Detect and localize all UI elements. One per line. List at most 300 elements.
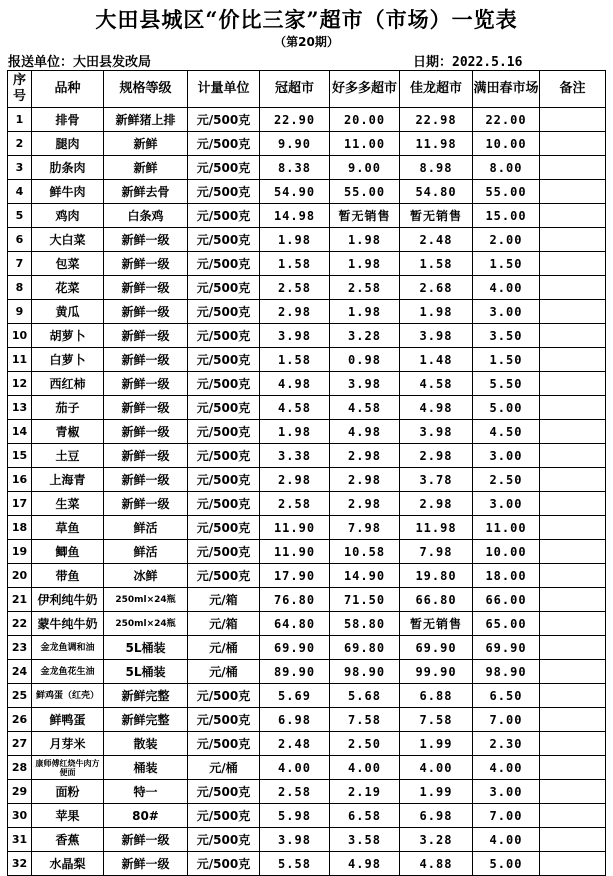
table-row [8,492,606,516]
header-store-3: 佳龙超市 [400,71,473,108]
price-store-4: 4.00 [473,828,540,852]
price-store-3: 4.88 [400,852,473,876]
price-store-2: 4.98 [330,420,400,444]
price-store-2: 1.98 [330,252,400,276]
row-index: 24 [8,660,32,684]
item-unit: 元/桶 [188,756,260,780]
price-store-4: 7.00 [473,804,540,828]
price-store-3: 66.80 [400,588,473,612]
price-store-4: 5.50 [473,372,540,396]
price-store-2: 20.00 [330,108,400,132]
item-name: 鲜鸡蛋（红壳） [32,684,104,708]
price-store-4: 69.90 [473,636,540,660]
item-name: 香蕉 [32,828,104,852]
price-store-2: 4.00 [330,756,400,780]
price-store-2: 1.98 [330,300,400,324]
price-store-4: 2.00 [473,228,540,252]
price-store-3: 1.58 [400,252,473,276]
price-store-4: 4.00 [473,756,540,780]
price-store-1: 4.00 [260,756,330,780]
price-store-4: 2.30 [473,732,540,756]
item-note [540,252,606,276]
price-store-4: 22.00 [473,108,540,132]
item-note [540,324,606,348]
item-note [540,540,606,564]
table-row [8,828,606,852]
table-row [8,300,606,324]
table-row [8,516,606,540]
price-store-3: 2.98 [400,444,473,468]
table-row [8,804,606,828]
price-store-1: 1.98 [260,228,330,252]
item-name: 黄瓜 [32,300,104,324]
item-unit: 元/500克 [188,372,260,396]
price-store-3: 3.78 [400,468,473,492]
price-store-3: 暂无销售 [400,204,473,228]
price-store-1: 2.58 [260,276,330,300]
item-name: 月芽米 [32,732,104,756]
price-store-3: 2.68 [400,276,473,300]
price-store-4: 66.00 [473,588,540,612]
table-row [8,228,606,252]
item-unit: 元/500克 [188,396,260,420]
price-store-1: 3.38 [260,444,330,468]
price-store-1: 5.58 [260,852,330,876]
price-store-3: 54.80 [400,180,473,204]
row-index: 16 [8,468,32,492]
table-row [8,468,606,492]
table-row [8,204,606,228]
price-store-2: 2.58 [330,276,400,300]
price-store-3: 11.98 [400,132,473,156]
item-note [540,756,606,780]
item-note [540,444,606,468]
item-name: 肋条肉 [32,156,104,180]
item-name: 青椒 [32,420,104,444]
table-row [8,132,606,156]
price-store-4: 55.00 [473,180,540,204]
price-store-3: 1.48 [400,348,473,372]
item-unit: 元/箱 [188,612,260,636]
price-store-2: 7.98 [330,516,400,540]
item-grade: 5L桶装 [104,660,188,684]
item-name: 土豆 [32,444,104,468]
price-store-3: 19.80 [400,564,473,588]
row-index: 2 [8,132,32,156]
item-note [540,420,606,444]
item-unit: 元/500克 [188,276,260,300]
price-store-3: 1.99 [400,732,473,756]
table-row [8,588,606,612]
table-row [8,180,606,204]
row-index: 8 [8,276,32,300]
price-store-4: 3.50 [473,324,540,348]
item-name: 面粉 [32,780,104,804]
table-row [8,660,606,684]
item-note [540,300,606,324]
price-store-2: 3.28 [330,324,400,348]
item-unit: 元/500克 [188,708,260,732]
price-table [7,70,606,876]
item-unit: 元/500克 [188,684,260,708]
row-index: 32 [8,852,32,876]
item-unit: 元/500克 [188,516,260,540]
item-unit: 元/500克 [188,780,260,804]
item-grade: 新鲜一级 [104,468,188,492]
row-index: 18 [8,516,32,540]
item-grade: 80# [104,804,188,828]
row-index: 19 [8,540,32,564]
item-unit: 元/500克 [188,804,260,828]
header-store-2: 好多多超市 [330,71,400,108]
price-store-1: 11.90 [260,540,330,564]
item-name: 金龙鱼花生油 [32,660,104,684]
price-store-4: 5.00 [473,396,540,420]
item-note [540,372,606,396]
price-store-2: 98.90 [330,660,400,684]
price-store-1: 69.90 [260,636,330,660]
item-unit: 元/500克 [188,348,260,372]
item-grade: 特一 [104,780,188,804]
price-store-2: 9.00 [330,156,400,180]
price-store-3: 3.98 [400,420,473,444]
row-index: 29 [8,780,32,804]
item-unit: 元/500克 [188,108,260,132]
item-grade: 250ml×24瓶 [104,612,188,636]
item-note [540,276,606,300]
table-row [8,276,606,300]
item-grade: 新鲜去骨 [104,180,188,204]
price-store-2: 1.98 [330,228,400,252]
item-name: 金龙鱼调和油 [32,636,104,660]
row-index: 1 [8,108,32,132]
price-store-1: 5.98 [260,804,330,828]
item-grade: 新鲜一级 [104,396,188,420]
price-store-2: 10.58 [330,540,400,564]
page-title: 大田县城区“价比三家”超市（市场）一览表 [95,7,518,32]
item-unit: 元/桶 [188,636,260,660]
price-store-2: 71.50 [330,588,400,612]
row-index: 25 [8,684,32,708]
price-store-3: 4.00 [400,756,473,780]
table-header-row [8,71,606,108]
header-note: 备注 [540,71,606,108]
row-index: 12 [8,372,32,396]
item-grade: 新鲜猪上排 [104,108,188,132]
row-index: 21 [8,588,32,612]
item-note [540,180,606,204]
item-grade: 鲜活 [104,516,188,540]
price-store-1: 14.98 [260,204,330,228]
item-note [540,204,606,228]
price-store-1: 76.80 [260,588,330,612]
item-name: 康师傅红烧牛肉方便面 [32,756,104,780]
price-store-3: 22.98 [400,108,473,132]
price-store-3: 8.98 [400,156,473,180]
row-index: 28 [8,756,32,780]
item-unit: 元/500克 [188,732,260,756]
table-row [8,540,606,564]
row-index: 7 [8,252,32,276]
price-store-3: 69.90 [400,636,473,660]
price-store-2: 2.50 [330,732,400,756]
row-index: 22 [8,612,32,636]
item-unit: 元/500克 [188,852,260,876]
item-unit: 元/箱 [188,588,260,612]
item-grade: 新鲜一级 [104,828,188,852]
price-store-1: 64.80 [260,612,330,636]
price-store-1: 2.98 [260,468,330,492]
table-row [8,732,606,756]
table-row [8,252,606,276]
item-note [540,108,606,132]
item-name: 茄子 [32,396,104,420]
table-row [8,372,606,396]
price-store-4: 7.00 [473,708,540,732]
item-unit: 元/500克 [188,132,260,156]
row-index: 10 [8,324,32,348]
price-store-3: 1.98 [400,300,473,324]
item-grade: 新鲜一级 [104,444,188,468]
price-store-4: 3.00 [473,444,540,468]
item-unit: 元/500克 [188,180,260,204]
item-grade: 新鲜一级 [104,228,188,252]
price-store-3: 3.98 [400,324,473,348]
item-grade: 新鲜一级 [104,300,188,324]
price-store-1: 22.90 [260,108,330,132]
item-name: 西红柿 [32,372,104,396]
price-store-4: 15.00 [473,204,540,228]
price-store-1: 4.98 [260,372,330,396]
price-store-4: 3.00 [473,780,540,804]
price-store-2: 2.98 [330,468,400,492]
price-store-3: 暂无销售 [400,612,473,636]
item-note [540,468,606,492]
item-grade: 新鲜一级 [104,372,188,396]
price-store-3: 4.98 [400,396,473,420]
item-grade: 新鲜一级 [104,276,188,300]
item-note [540,804,606,828]
header-store-4: 满田春市场 [473,71,540,108]
price-store-4: 10.00 [473,540,540,564]
item-name: 水晶梨 [32,852,104,876]
item-name: 上海青 [32,468,104,492]
price-store-2: 58.80 [330,612,400,636]
item-unit: 元/500克 [188,324,260,348]
price-store-1: 54.90 [260,180,330,204]
price-store-2: 暂无销售 [330,204,400,228]
row-index: 26 [8,708,32,732]
table-row [8,156,606,180]
price-store-1: 2.48 [260,732,330,756]
row-index: 5 [8,204,32,228]
item-note [540,780,606,804]
price-store-4: 4.50 [473,420,540,444]
table-row [8,756,606,780]
item-unit: 元/500克 [188,204,260,228]
price-store-4: 2.50 [473,468,540,492]
item-note [540,516,606,540]
item-note [540,132,606,156]
price-store-3: 6.88 [400,684,473,708]
item-note [540,708,606,732]
table-row [8,708,606,732]
header-store-1: 冠超市 [260,71,330,108]
item-name: 包菜 [32,252,104,276]
row-index: 17 [8,492,32,516]
item-grade: 5L桶装 [104,636,188,660]
table-row [8,348,606,372]
price-store-3: 11.98 [400,516,473,540]
item-name: 鲜牛肉 [32,180,104,204]
item-note [540,396,606,420]
table-row [8,564,606,588]
price-store-2: 2.98 [330,444,400,468]
item-grade: 散装 [104,732,188,756]
price-store-3: 4.58 [400,372,473,396]
item-grade: 冰鲜 [104,564,188,588]
table-row [8,684,606,708]
item-grade: 桶装 [104,756,188,780]
item-note [540,612,606,636]
item-note [540,684,606,708]
price-store-4: 65.00 [473,612,540,636]
item-unit: 元/500克 [188,444,260,468]
price-store-1: 1.58 [260,348,330,372]
item-unit: 元/桶 [188,660,260,684]
row-index: 14 [8,420,32,444]
table-row [8,324,606,348]
item-name: 苹果 [32,804,104,828]
item-grade: 新鲜一级 [104,252,188,276]
price-store-4: 1.50 [473,348,540,372]
price-store-4: 4.00 [473,276,540,300]
item-note [540,828,606,852]
price-store-2: 11.00 [330,132,400,156]
row-index: 23 [8,636,32,660]
item-unit: 元/500克 [188,300,260,324]
price-store-3: 2.98 [400,492,473,516]
table-row [8,852,606,876]
price-store-4: 3.00 [473,492,540,516]
row-index: 6 [8,228,32,252]
price-store-1: 1.58 [260,252,330,276]
price-store-1: 1.98 [260,420,330,444]
item-name: 伊利纯牛奶 [32,588,104,612]
item-note [540,564,606,588]
item-grade: 新鲜 [104,156,188,180]
item-name: 鸡肉 [32,204,104,228]
price-store-4: 18.00 [473,564,540,588]
price-store-4: 3.00 [473,300,540,324]
price-store-3: 3.28 [400,828,473,852]
item-unit: 元/500克 [188,156,260,180]
price-store-3: 1.99 [400,780,473,804]
row-index: 27 [8,732,32,756]
price-store-4: 98.90 [473,660,540,684]
price-store-1: 8.38 [260,156,330,180]
price-store-4: 1.50 [473,252,540,276]
item-name: 带鱼 [32,564,104,588]
item-grade: 新鲜一级 [104,324,188,348]
item-grade: 新鲜完整 [104,684,188,708]
price-store-2: 14.90 [330,564,400,588]
item-grade: 新鲜 [104,132,188,156]
item-note [540,588,606,612]
price-store-2: 7.58 [330,708,400,732]
price-store-2: 69.80 [330,636,400,660]
price-store-1: 5.69 [260,684,330,708]
price-store-1: 2.58 [260,780,330,804]
item-name: 花菜 [32,276,104,300]
header-unit: 计量单位 [188,71,260,108]
table-row [8,636,606,660]
row-index: 13 [8,396,32,420]
table-row [8,612,606,636]
table-row [8,108,606,132]
row-index: 4 [8,180,32,204]
price-store-2: 4.58 [330,396,400,420]
price-store-1: 6.98 [260,708,330,732]
item-grade: 新鲜一级 [104,420,188,444]
price-store-2: 0.98 [330,348,400,372]
price-store-2: 3.98 [330,372,400,396]
price-store-3: 6.98 [400,804,473,828]
price-store-2: 55.00 [330,180,400,204]
item-unit: 元/500克 [188,252,260,276]
price-store-1: 3.98 [260,324,330,348]
item-name: 草鱼 [32,516,104,540]
price-store-2: 2.98 [330,492,400,516]
item-unit: 元/500克 [188,468,260,492]
price-store-3: 7.98 [400,540,473,564]
table-row [8,444,606,468]
row-index: 11 [8,348,32,372]
price-store-3: 99.90 [400,660,473,684]
item-name: 大白菜 [32,228,104,252]
price-store-3: 7.58 [400,708,473,732]
header-item: 品种 [32,71,104,108]
item-note [540,660,606,684]
item-note [540,852,606,876]
item-grade: 新鲜一级 [104,852,188,876]
price-store-1: 3.98 [260,828,330,852]
price-store-2: 2.19 [330,780,400,804]
item-name: 鲜鸭蛋 [32,708,104,732]
price-store-1: 89.90 [260,660,330,684]
price-store-1: 2.98 [260,300,330,324]
row-index: 20 [8,564,32,588]
item-note [540,348,606,372]
table-row [8,420,606,444]
price-store-2: 5.68 [330,684,400,708]
item-name: 蒙牛纯牛奶 [32,612,104,636]
price-store-4: 11.00 [473,516,540,540]
item-note [540,732,606,756]
item-unit: 元/500克 [188,540,260,564]
price-store-2: 6.58 [330,804,400,828]
item-unit: 元/500克 [188,828,260,852]
price-store-4: 5.00 [473,852,540,876]
report-date: 日期：2022.5.16 [413,55,523,70]
price-store-2: 4.98 [330,852,400,876]
item-note [540,228,606,252]
header-grade: 规格等级 [104,71,188,108]
price-store-4: 10.00 [473,132,540,156]
price-store-1: 11.90 [260,516,330,540]
issue-number: （第20期） [274,35,339,49]
item-note [540,156,606,180]
